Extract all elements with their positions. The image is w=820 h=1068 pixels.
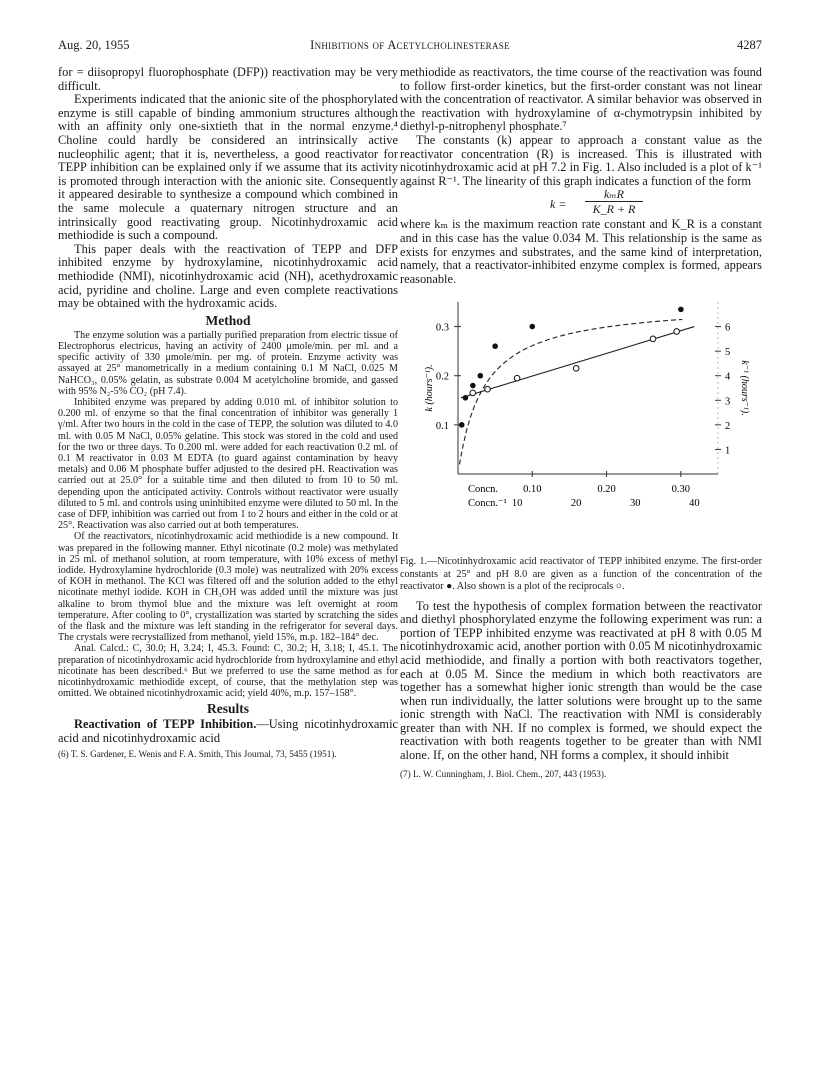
data-point-open [650, 336, 656, 342]
data-point-filled [492, 344, 498, 350]
data-point-filled [470, 383, 476, 389]
header-page-number: 4287 [737, 38, 762, 52]
figure-caption: Fig. 1.—Nicotinhydroxamic acid reactivator of TEPP inhibited enzyme. The first-order constants at 25° and pH 8.0 are given as a function of the concentration of the reactivator ●. Also shown is a plot of the reciprocals ○. [400, 556, 762, 593]
data-point-filled [678, 307, 684, 313]
equation-lhs: k = [550, 197, 567, 212]
paragraph: Experiments indicated that the anionic site of the phosphorylated enzyme is still capable of binding ammonium structures although with an affinity only one-sixtieth that in the normal enzyme.⁴ Choline could hardly be considered an intrinsically active nucleophilic agent; that it is, nevertheless, a good reactivator for TEPP inhibition can be explained only if we assume that its activity is promoted through interaction with the anionic site. Consequently it appeared desirable to synthesize a compound which combined in the same molecule a quaternary nitrogen structure and an intrinsically good reactivating group. Nicotinhydroxamic acid methiodide is such a compound. [58, 92, 398, 243]
data-point-filled [529, 324, 535, 330]
x-tick-label-concentration: 0.20 [597, 484, 616, 496]
right-tick-label: 5 [725, 347, 731, 359]
section-heading-results: Results [206, 701, 249, 717]
x-axis-label-reciprocal: Concn.⁻¹ [468, 498, 507, 510]
left-column [58, 66, 398, 759]
right-column [400, 66, 762, 779]
reciprocal-fit-line [461, 327, 694, 398]
y-axis-label-right: k⁻¹ (hours⁻¹). [739, 360, 750, 417]
data-point-filled [477, 373, 483, 379]
figure-1 [400, 290, 762, 556]
x-tick-label-reciprocal: 10 [511, 498, 523, 510]
paragraph: Anal. Calcd.: C, 30.0; H, 3.24; I, 45.3. Found: C, 30.2; H, 3.18; I, 45.1. The preparation of nicotinhydroxamic acid hydrochloride from hydroxylamine and ethyl nicotinate has been described.⁶ But we preferred to use the same method as for nicotinhydroxamic methiodide except, of course, that the methylation step was omitted. We obtained nicotinhydroxamic acid; yield 40%, m.p. 157–158°. [58, 643, 398, 700]
paragraph: Of the reactivators, nicotinhydroxamic acid methiodide is a new compound. It was prepared in the following manner. Ethyl nicotinate (0.2 mole) was methylated in 25 ml. of methanol solution, at room temperature, with 10% excess of methyl iodide. Hydroxylamine hydrochloride (0.3 mole) was neutralized with 20% excess of KOH in methanol. The KCl was filtered off and the solution added to the ethyl nicotinate methyl iodide. KOH in CH₃OH was added until the mixture was just alkaline to brom thymol blue and the mixture was left overnight at room temperature. After cooling to 0°, crystallization was started by scratching the sides of the flask and the mixture was left standing in the refrigerator for several days. The crystals were recrystallized from methanol, yield 15%, m.p. 182–184° dec. [58, 531, 398, 644]
right-tick-label: 3 [725, 396, 731, 408]
data-point-filled [459, 422, 465, 428]
paragraph: Inhibited enzyme was prepared by adding 0.010 ml. of inhibitor solution to 0.200 ml. of enzyme so that the final concentration of inhibitor was generally 1 γ/ml. After two hours in the cold in the case of TEPP, the solution was diluted to 4.0 ml. with 0.05 M NaCl, 0.05% gelatine. This stock was stored in the cold and used for the two or three days. To 0.200 ml. were added for each reactivation 0.2 ml. of 0.1 M reactivator in 0.03 M EDTA (to guard against contamination by heavy metals) and 0.06 M phosphate buffer adjusted to the desired pH. Reactivation was carried out at 25.0° for a suitable time and then diluted to from 10 to 50 ml. depending upon the anticipated activity. Controls without reactivator were usually diluted to 5 ml. and controls using uninhibited enzyme were diluted to 50 ml. In the case of DFP, inhibition was carried out from 1 to 2 hours and either in the cold or at 25°. Reactivation was also carried out at both temperatures. [58, 396, 398, 532]
right-tick-label: 1 [725, 445, 731, 457]
paragraph: where kₘ is the maximum reaction rate constant and K_R is a constant and in this case has the value 0.034 M. This relationship is the same as exists for enzymes and substrates, and the same kind of interpretation, namely, that a reactivator-inhibited enzyme complex is formed, appears reasonable. [400, 217, 762, 286]
figure-1-chart [400, 290, 762, 556]
x-tick-label-concentration: 0.30 [671, 484, 691, 496]
data-point-open [573, 366, 579, 372]
run-in-heading: Reactivation of TEPP Inhibition. [74, 717, 257, 732]
left-tick-label: 0.1 [435, 421, 449, 433]
paragraph-text: —Using nicotinhydroxamic acid and nicotinhydroxamic acid [58, 717, 399, 745]
left-tick-label: 0.3 [435, 322, 449, 334]
right-tick-label: 4 [725, 372, 731, 384]
x-tick-label-concentration: 0.10 [523, 484, 542, 496]
data-point-open [514, 376, 520, 382]
paragraph: The constants (k) appear to approach a constant value as the reactivator concentration (R) is increased. This is illustrated with nicotinhydroxamic acid at pH 7.2 in Fig. 1. Also included is a plot of k⁻¹ against R⁻¹. The linearity of this graph indicates a function of the form [400, 132, 762, 188]
equation-fraction [585, 188, 643, 216]
paragraph: This paper deals with the reactivation of TEPP and DFP inhibited enzyme by hydroxylamine, nicotinhydroxamic acid methiodide (NMI), nicotinhydroxamic acid (NH), acethydroxamic acid, pyridine and choline. Large and even complete reactivations may be obtained with the hydroxamic acids. [58, 241, 398, 311]
paragraph: for = diisopropyl fluorophosphate (DFP)) reactivation may be very difficult. [58, 65, 398, 93]
footnote: (6) T. S. Gardener, E. Wenis and F. A. Smith, This Journal, 73, 5455 (1951). [58, 748, 337, 759]
running-header [58, 38, 762, 54]
section-heading-method: Method [205, 312, 251, 328]
y-axis-label-left: k (hours⁻¹). [424, 364, 435, 412]
data-point-open [485, 387, 491, 393]
right-tick-label: 2 [725, 421, 731, 433]
header-title: Inhibitions of Acetylcholinesterase [310, 38, 510, 52]
equation-numerator: kₘR [585, 188, 643, 202]
header-date: Aug. 20, 1955 [58, 38, 130, 52]
paragraph [58, 718, 398, 745]
x-axis-label-concentration: Concn. [468, 484, 499, 496]
data-point-filled [463, 395, 469, 401]
right-tick-label: 6 [725, 322, 731, 334]
data-point-open [674, 329, 680, 335]
paragraph: To test the hypothesis of complex formation between the reactivator and diethyl phosphorylated enzyme the following experiment was run: a portion of TEPP inhibited enzyme was reactivated at pH 8 with 0.05 M nicotinhydroxamic acid, another portion with 0.05 M nicotinhydroxamic acid methiodide, and finally a portion with both reactivators together, each at 0.05 M. Since the medium in which both reactivators are together has a somewhat higher ionic strength than would be the case when run individually, the latter solutions were brought up to the same ionic strength with NaCl. The reactivation with NMI is considerably greater than with NH. If no complex is formed, we should expect the reactivation with both reagents together to be greater than with NMI alone. If, on the other hand, NH forms a complex, it should inhibit [400, 598, 762, 763]
paragraph: The enzyme solution was a partially purified preparation from electric tissue of Electrophorus electricus, having an activity of 2400 μmole/min. per ml. and a specific activity of 330 μmole/min. per mg. of protein. Enzyme activity was assayed at 25° manometrically in a medium containing 0.1 M NaCl, 0.025 M NaHCO₃, 0.05% gelatin, as substrate 0.004 M acetylcholine bromide, and gassed with 95% N₂-5% CO₂ (pH 7.4). [58, 329, 398, 397]
data-point-open [470, 390, 476, 396]
equation [400, 188, 762, 218]
equation-denominator: K_R + R [592, 202, 636, 217]
left-tick-label: 0.2 [435, 372, 449, 384]
paragraph: methiodide as reactivators, the time course of the reactivation was found to follow first-order kinetics, but the first-order constant was not linear with the concentration of reactivator. A similar behavior was observed in the reactivation with hydroxylamine of α-chymotrypsin inhibited by diethyl-p-nitrophenyl phosphate.⁷ [400, 65, 762, 134]
x-tick-label-reciprocal: 30 [630, 498, 641, 510]
footnote: (7) L. W. Cunningham, J. Biol. Chem., 207, 443 (1953). [400, 768, 607, 779]
x-tick-label-reciprocal: 20 [570, 498, 582, 510]
fitted-curve [460, 320, 683, 465]
x-tick-label-reciprocal: 40 [689, 498, 700, 510]
